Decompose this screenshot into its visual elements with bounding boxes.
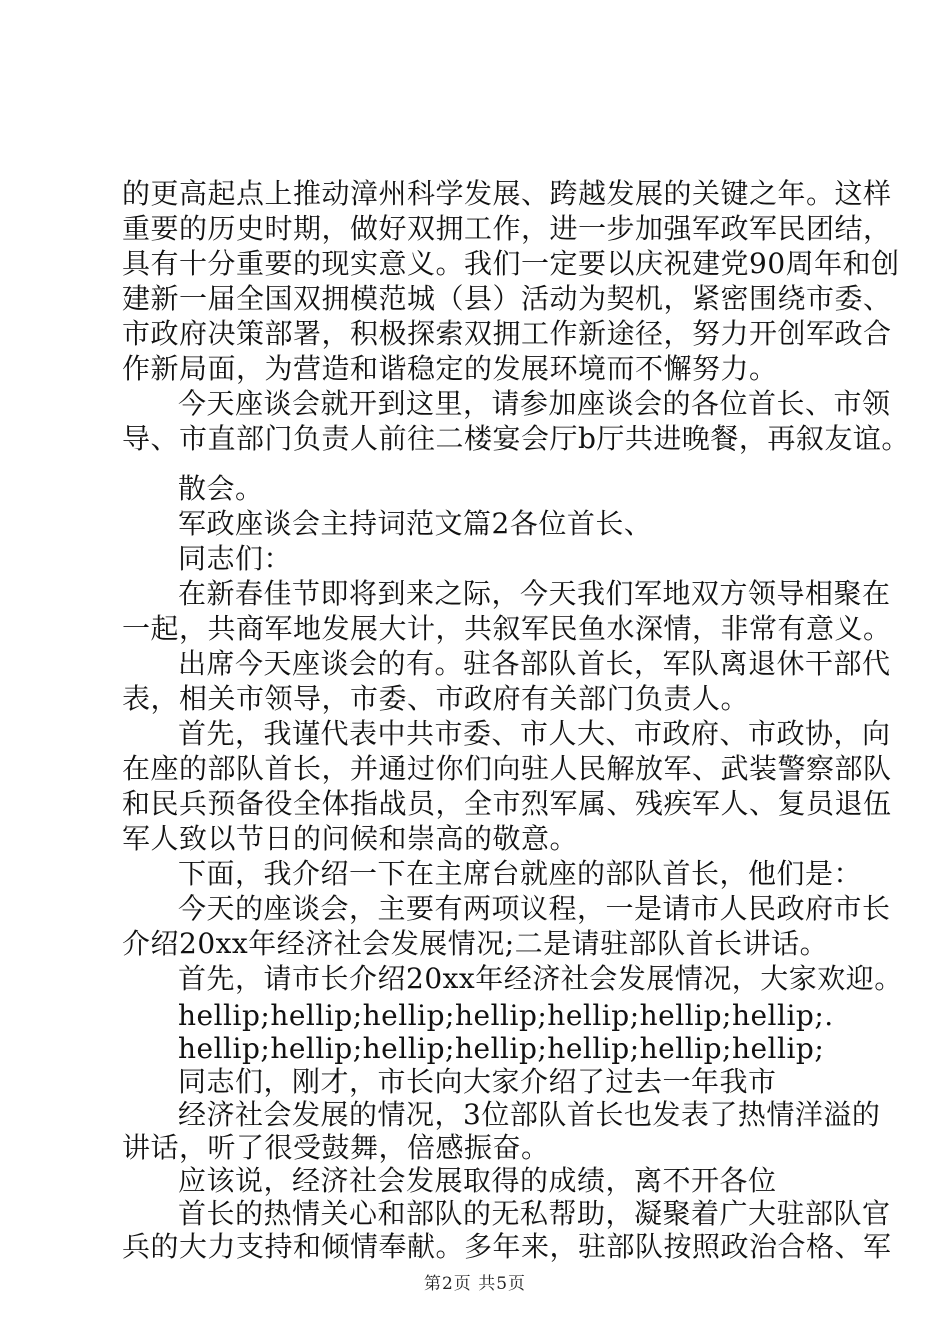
text-line: 首长的热情关心和部队的无私帮助，凝聚着广大驻部队官 xyxy=(178,1197,891,1230)
text-line: 的更高起点上推动漳州科学发展、跨越发展的关键之年。这样 xyxy=(122,177,892,210)
text-line: 应该说，经济社会发展取得的成绩，离不开各位 xyxy=(178,1164,777,1197)
text-line: 经济社会发展的情况，3位部队首长也发表了热情洋溢的 xyxy=(178,1098,881,1131)
text-line: hellip;hellip;hellip;hellip;hellip;hellip;hellip;. xyxy=(178,999,834,1032)
text-line: 散会。 xyxy=(178,472,264,505)
text-line: 在新春佳节即将到来之际，今天我们军地双方领导相聚在 xyxy=(178,577,891,610)
text-line: 下面，我介绍一下在主席台就座的部队首长，他们是： xyxy=(178,857,863,890)
text-line: 导、市直部门负责人前往二楼宴会厅b厅共进晚餐，再叙友谊。 xyxy=(122,422,910,455)
text-line: hellip;hellip;hellip;hellip;hellip;hellip;hellip; xyxy=(178,1032,825,1065)
text-line: 讲话，听了很受鼓舞，倍感振奋。 xyxy=(122,1131,550,1164)
text-line: 作新局面，为营造和谐稳定的发展环境而不懈努力。 xyxy=(122,352,778,385)
text-line: 一起，共商军地发展大计，共叙军民鱼水深情，非常有意义。 xyxy=(122,612,892,645)
text-line: 表，相关市领导，市委、市政府有关部门负责人。 xyxy=(122,682,750,715)
text-line: 在座的部队首长，并通过你们向驻人民解放军、武装警察部队 xyxy=(122,752,892,785)
text-line: 介绍20xx年经济社会发展情况;二是请驻部队首长讲话。 xyxy=(122,927,829,960)
text-line: 出席今天座谈会的有。驻各部队首长，军队离退休干部代 xyxy=(178,647,891,680)
text-line: 今天的座谈会，主要有两项议程，一是请市人民政府市长 xyxy=(178,892,891,925)
text-line: 建新一届全国双拥模范城（县）活动为契机，紧密围绕市委、 xyxy=(122,282,892,315)
text-line: 今天座谈会就开到这里，请参加座谈会的各位首长、市领 xyxy=(178,387,891,420)
text-line: 首先，请市长介绍20xx年经济社会发展情况，大家欢迎。 xyxy=(178,962,903,995)
text-line: 同志们： xyxy=(178,542,293,575)
text-line: 兵的大力支持和倾情奉献。多年来，驻部队按照政治合格、军 xyxy=(122,1230,892,1263)
page-footer: 第2页 共5页 xyxy=(423,1274,527,1294)
text-line: 市政府决策部署，积极探索双拥工作新途径，努力开创军政合 xyxy=(122,317,892,350)
section-heading: 军政座谈会主持词范文篇2各位首长、 xyxy=(178,507,653,540)
text-line: 重要的历史时期，做好双拥工作，进一步加强军政军民团结， xyxy=(122,212,892,245)
text-line: 首先，我谨代表中共市委、市人大、市政府、市政协，向 xyxy=(178,717,891,750)
text-line: 同志们，刚才，市长向大家介绍了过去一年我市 xyxy=(178,1065,777,1098)
text-line: 军人致以节日的问候和崇高的敬意。 xyxy=(122,822,579,855)
text-line: 和民兵预备役全体指战员，全市烈军属、残疾军人、复员退伍 xyxy=(122,787,892,820)
text-line: 具有十分重要的现实意义。我们一定要以庆祝建党90周年和创 xyxy=(122,247,900,280)
